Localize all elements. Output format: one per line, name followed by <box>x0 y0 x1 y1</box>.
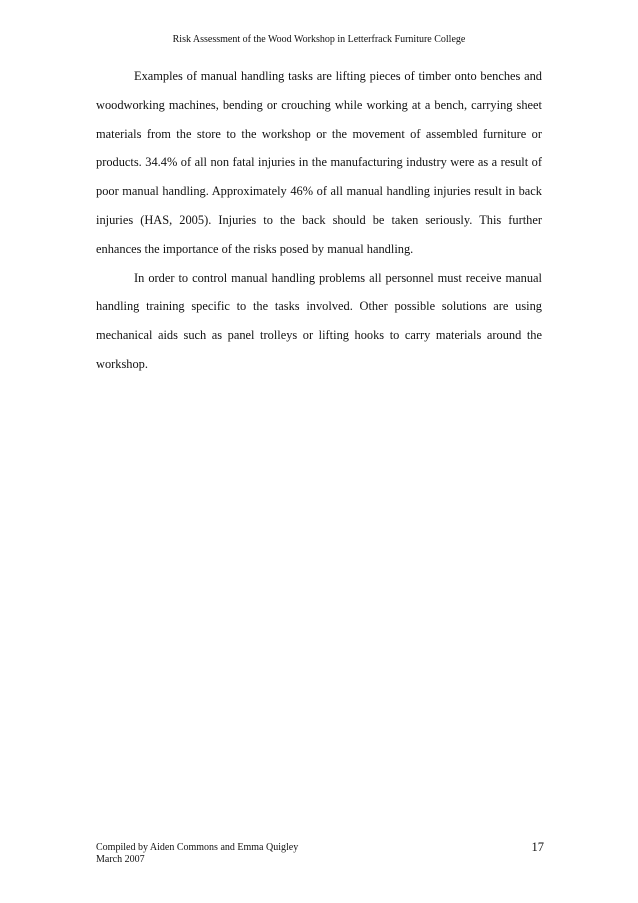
running-header: Risk Assessment of the Wood Workshop in Letterfrack Furniture College <box>172 34 466 45</box>
footer-compiled-by: Compiled by Aiden Commons and Emma Quigley <box>96 842 299 853</box>
body-text <box>96 62 542 379</box>
footer-date: March 2007 <box>96 854 145 865</box>
paragraph-manual-handling-control: In order to control manual handling problems all personnel must receive manual handling training specific to the tasks involved. Other possible solutions are using mechanical aids such as panel trolleys or lifting hooks to carry materials around the workshop. <box>96 270 542 371</box>
page-footer <box>96 842 542 866</box>
paragraph-manual-handling-examples: Examples of manual handling tasks are lifting pieces of timber onto benches and woodworking machines, bending or crouching while working at a bench, carrying sheet materials from the store to the workshop or the movement of assembled furniture or products. 34.4% of all non fatal injuries in the manufacturing industry were as a result of poor manual handling. Approximately 46% of all manual handling injuries result in back injuries (HAS, 2005). Injuries to the back should be taken seriously. This further enhances the importance of the risks posed by manual handling. <box>96 69 542 256</box>
page-number: 17 <box>531 840 544 854</box>
